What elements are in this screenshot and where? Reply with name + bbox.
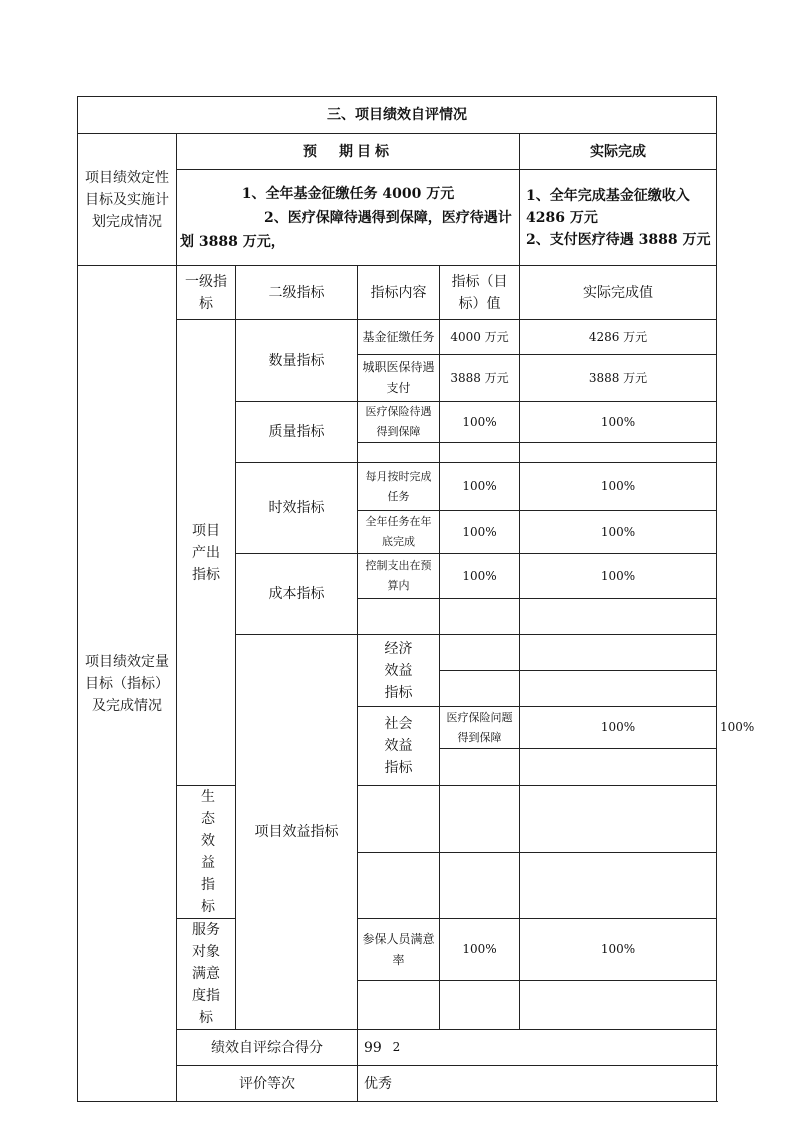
table-cell-empty: [440, 599, 520, 635]
score-value: 99: [358, 1030, 717, 1066]
table-cell-empty: [358, 443, 440, 463]
table-cell-empty: [440, 443, 520, 463]
self-evaluation-table: 三、项目绩效自评情况 项目绩效定性目标及实施计划完成情况 预 期目标 实际完成 1、全年基金征缴任务 4000 万元 2、医疗保障待遇得到保障，医疗待遇计划 3888 万元， 1、全年完成基金征缴收入 4286 万元 2、支付医疗待遇 3888 万元 项目绩效定量目标（指标）及完成情况 一级指标 二级指标 指标内容 指标（目标）值 实际完成值 项目产出指标 数量指标 基金征缴任务 4000 万元 4286 万元 城职医保待遇支付 3888 万元 3888 万元 质量指标 医疗保险待遇得到保障 100% 100% 时效指标 每月按时完成任务 100% 100% 全年任务在年底完成 100% 100% 成本指标 控制支出在预算内 100% 100% 项目效益指标 经济效益指标 社会效益指标 医疗保险问题得到保障 100% 100% 生态效益指标 服务对象满意度指标 参保人员满意率 100% 100% 绩效自评综合得分 99 评价等次 优秀: [77, 96, 717, 1102]
table-cell-empty: [520, 599, 717, 635]
table-cell-empty: [358, 981, 440, 1030]
planned-goal-header: 预 期目标: [177, 134, 520, 170]
table-cell-empty: [520, 635, 717, 671]
table-cell-empty: [440, 852, 520, 919]
header-target: 指标（目标）值: [440, 266, 520, 320]
section-title: 三、项目绩效自评情况: [78, 97, 717, 134]
table-cell-empty: [440, 635, 520, 671]
table-cell-content: 基金征缴任务: [358, 320, 440, 355]
table-cell-target: 100%: [520, 707, 717, 749]
actual-complete-text: 1、全年完成基金征缴收入 4286 万元 2、支付医疗待遇 3888 万元: [520, 170, 717, 266]
table-cell-content: 城职医保待遇支付: [358, 355, 440, 402]
table-cell-empty: [520, 786, 717, 853]
planned-goal-line-1: 1、全年基金征缴任务 4000 万元: [241, 185, 455, 202]
ecological-benefit-indicator: 生态效益指标: [177, 786, 236, 919]
table-cell-content: 全年任务在年底完成: [358, 511, 440, 554]
table-cell-empty: [520, 852, 717, 919]
table-cell-actual: 100%: [520, 511, 717, 554]
table-cell-empty: [520, 443, 717, 463]
table-cell-content: 每月按时完成任务: [358, 463, 440, 511]
quantitative-label: 项目绩效定量目标（指标）及完成情况: [78, 266, 177, 1102]
output-indicator-group: 项目产出指标: [177, 320, 236, 786]
qualitative-label: 项目绩效定性目标及实施计划完成情况: [78, 134, 177, 266]
table-cell-actual: 100%: [520, 919, 717, 981]
table-cell-empty: [520, 671, 717, 707]
table-cell-empty: [358, 786, 440, 853]
quality-indicator: 质量指标: [236, 402, 358, 463]
table-cell-actual: 3888 万元: [520, 355, 717, 402]
table-cell-content: 控制支出在预算内: [358, 554, 440, 599]
header-level2: 二级指标: [236, 266, 358, 320]
header-content: 指标内容: [358, 266, 440, 320]
table-cell-empty: [520, 981, 717, 1030]
score-label: 绩效自评综合得分: [177, 1030, 358, 1066]
header-level1: 一级指标: [177, 266, 236, 320]
table-cell-content: 医疗保险问题得到保障: [440, 707, 520, 749]
grade-label: 评价等次: [177, 1066, 358, 1102]
table-cell-actual: 100%: [520, 554, 717, 599]
table-cell-empty: [440, 671, 520, 707]
cost-indicator: 成本指标: [236, 554, 358, 635]
table-cell-actual: 4286 万元: [520, 320, 717, 355]
economic-benefit-indicator: 经济效益指标: [358, 635, 440, 707]
header-actual: 实际完成值: [520, 266, 717, 320]
table-cell-empty: [358, 852, 440, 919]
table-cell-target: 100%: [440, 463, 520, 511]
table-cell-target: 100%: [440, 919, 520, 981]
table-cell-empty: [440, 786, 520, 853]
page-number: 2: [392, 1040, 401, 1054]
grade-value: 优秀: [358, 1066, 717, 1102]
table-cell-target: 100%: [440, 511, 520, 554]
actual-complete-header: 实际完成: [520, 134, 717, 170]
table-cell-empty: [520, 749, 717, 786]
benefit-indicator-group: 项目效益指标: [236, 635, 358, 1030]
table-cell-empty: [440, 981, 520, 1030]
social-benefit-indicator: 社会效益指标: [358, 707, 440, 786]
table-cell-empty: [358, 599, 440, 635]
table-cell-actual: 100%: [520, 463, 717, 511]
planned-goal-line-2: 2、医疗保障待遇得到保障，医疗待遇计划 3888 万元，: [180, 209, 512, 250]
table-cell-content: 参保人员满意率: [358, 919, 440, 981]
table-cell-target: 100%: [440, 554, 520, 599]
table-cell-empty: [440, 749, 520, 786]
quantity-indicator: 数量指标: [236, 320, 358, 402]
satisfaction-indicator: 服务对象满意度指标: [177, 919, 236, 1030]
table-cell-content: 医疗保险待遇得到保障: [358, 402, 440, 443]
table-cell-target: 3888 万元: [440, 355, 520, 402]
timeliness-indicator: 时效指标: [236, 463, 358, 554]
planned-goal-text: [177, 170, 520, 266]
table-cell-target: 4000 万元: [440, 320, 520, 355]
table-cell-target: 100%: [440, 402, 520, 443]
table-cell-actual: 100%: [520, 402, 717, 443]
